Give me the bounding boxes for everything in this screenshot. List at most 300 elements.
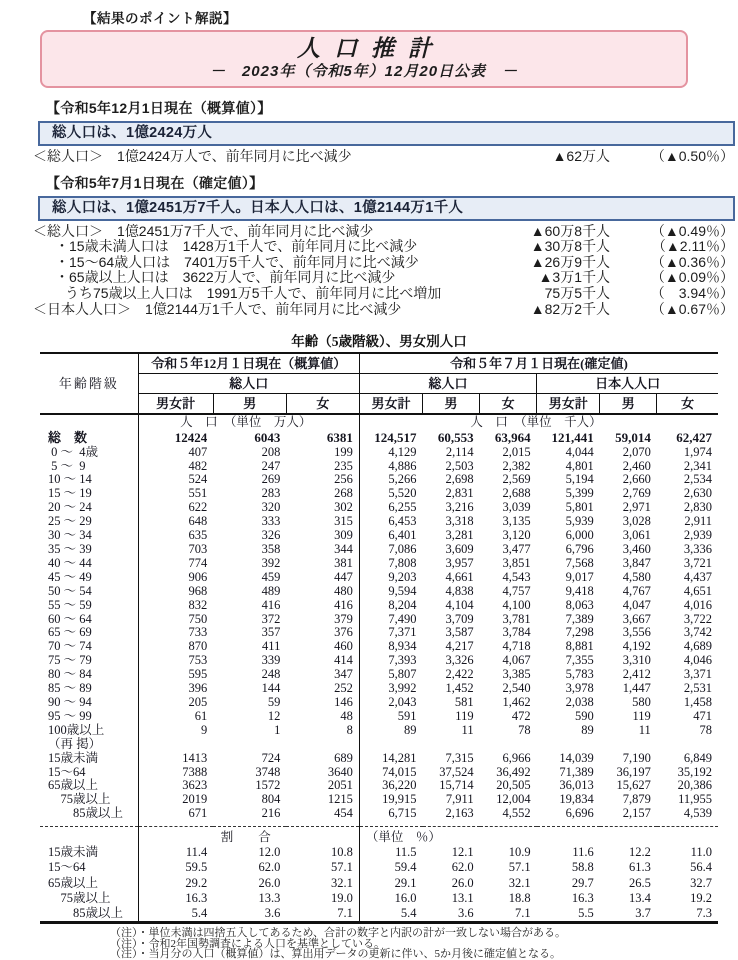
cell-value: 4,757 xyxy=(502,583,531,598)
cell-value: 3640 xyxy=(286,766,359,780)
cell-value: 8,204 xyxy=(388,597,417,612)
cell-value: 2,939 xyxy=(683,528,712,543)
cell-value: 2,540 xyxy=(502,681,531,696)
ratio-row-spacer xyxy=(40,827,138,846)
cell-value: 416 xyxy=(286,599,359,613)
cell-value: 4,718 xyxy=(502,639,531,654)
change-amount: ▲30万8千人 xyxy=(530,238,610,255)
footnote: （注）・令和2年国勢調査による人口を基準としている。 xyxy=(110,937,385,950)
cell-value: 2,569 xyxy=(502,472,531,487)
cell-value: 2,971 xyxy=(622,500,651,515)
cell-value: 5,194 xyxy=(565,472,594,487)
cell-value: 74,015 xyxy=(382,764,417,779)
cell-value: 12,004 xyxy=(496,792,531,807)
cell-value: 1572 xyxy=(255,778,281,793)
cell-value: 26.0 xyxy=(258,875,281,890)
cell-value: 4,016 xyxy=(683,597,712,612)
summary-line xyxy=(33,239,734,255)
cell-value: 36,492 xyxy=(496,764,531,779)
cell-value: 71,389 xyxy=(559,764,594,779)
cell-value: 482 xyxy=(188,458,208,473)
cell-value: 804 xyxy=(261,792,281,807)
cell-value: 7.1 xyxy=(286,906,359,923)
cell-value: 3,061 xyxy=(622,528,651,543)
cell-value: 580 xyxy=(632,694,651,709)
col-female: 女 xyxy=(480,394,537,415)
cell-value: 4,047 xyxy=(622,597,651,612)
cell-value: 269 xyxy=(261,472,281,487)
cell-value: 2,630 xyxy=(683,486,712,501)
cell-value: 2,038 xyxy=(565,694,594,709)
header-row-sex xyxy=(40,394,718,415)
cell-value: 471 xyxy=(693,708,712,723)
row-label: 35 ～ 39 xyxy=(40,543,138,557)
cell-value: 4,543 xyxy=(502,569,531,584)
section1-heading: 【令和5年12月1日現在（概算値）】 xyxy=(46,100,272,116)
table-row xyxy=(40,682,718,696)
cell-value: 35,192 xyxy=(677,764,712,779)
change-percent: （▲0.09％） xyxy=(650,269,734,286)
cell-value: 121,441 xyxy=(551,429,594,445)
cell-value: 6,000 xyxy=(565,528,594,543)
table-row xyxy=(40,906,718,923)
cell-value: 906 xyxy=(188,569,208,584)
cell-value: 524 xyxy=(188,472,208,487)
col-total-population-jul: 総人口 xyxy=(359,374,536,394)
cell-value xyxy=(138,738,213,752)
cell-value: 20,386 xyxy=(677,778,712,793)
cell-value: 3,326 xyxy=(445,653,474,668)
cell-value: 407 xyxy=(188,444,208,459)
cell-value: 12.1 xyxy=(451,845,474,860)
cell-value: 78 xyxy=(518,722,531,737)
table-row xyxy=(40,640,718,654)
cell-value: 4,661 xyxy=(445,569,474,584)
cell-value: 57.1 xyxy=(508,860,531,875)
cell-value: 3,281 xyxy=(445,528,474,543)
table-row xyxy=(40,752,718,766)
cell-value: 3.7 xyxy=(635,905,651,920)
row-label: 30 ～ 34 xyxy=(40,529,138,543)
table-row xyxy=(40,654,718,668)
table-row xyxy=(40,793,718,807)
cell-value: 283 xyxy=(261,486,281,501)
cell-value: 4,129 xyxy=(388,444,417,459)
cell-value: 6043 xyxy=(254,429,281,445)
row-label: 総 数 xyxy=(40,430,138,446)
cell-value: 5,939 xyxy=(565,514,594,529)
cell-value: 3,039 xyxy=(502,500,531,515)
cell-value: 59.5 xyxy=(185,860,208,875)
table-row xyxy=(40,696,718,710)
col-japanese-population: 日本人人口 xyxy=(537,374,718,394)
cell-value: 2,660 xyxy=(622,472,651,487)
table-row xyxy=(40,876,718,891)
cell-value: 14,039 xyxy=(559,750,594,765)
cell-value: 3623 xyxy=(182,778,208,793)
cell-value: 7,086 xyxy=(388,542,417,556)
cell-value: 5,783 xyxy=(565,667,594,682)
cell-value: 480 xyxy=(286,585,359,599)
cell-value: 2,531 xyxy=(683,681,712,696)
table-row xyxy=(40,557,718,571)
col-male: 男 xyxy=(213,394,286,415)
row-label: 45 ～ 49 xyxy=(40,571,138,585)
table-row xyxy=(40,845,718,860)
population-table xyxy=(40,352,718,924)
row-label: 60 ～ 64 xyxy=(40,613,138,627)
cell-value: 372 xyxy=(261,611,281,626)
cell-value: 13.3 xyxy=(258,890,281,905)
cell-value: 32.7 xyxy=(690,875,712,890)
cell-value: 724 xyxy=(261,750,281,765)
cell-value: 339 xyxy=(261,653,281,668)
cell-value: 411 xyxy=(262,639,281,654)
cell-value xyxy=(213,738,286,752)
cell-value: 1,452 xyxy=(445,681,474,696)
cell-value: 4,552 xyxy=(502,806,531,821)
cell-value: 8,063 xyxy=(565,597,594,612)
cell-value: 3,336 xyxy=(683,542,712,556)
cell-value: 247 xyxy=(261,458,281,473)
row-label: 75 ～ 79 xyxy=(40,654,138,668)
row-label: 85 ～ 89 xyxy=(40,682,138,696)
unit-label-left: 人 口 （単位 万人） xyxy=(138,414,359,430)
table-row xyxy=(40,860,718,875)
cell-value: 3,667 xyxy=(622,611,651,626)
header-row-period xyxy=(40,353,718,374)
cell-value: 7,808 xyxy=(388,555,417,570)
summary-line xyxy=(33,224,734,240)
col-total-population-dec: 総人口 xyxy=(138,374,359,394)
row-label: 5 ～ 9 xyxy=(40,460,138,474)
cell-value: 381 xyxy=(286,557,359,571)
summary-text: ・15歳未満人口は 1428万1千人で、前年同月に比べ減少 xyxy=(55,238,418,255)
cell-value: 62,427 xyxy=(676,429,712,445)
cell-value: 6,401 xyxy=(388,528,417,543)
row-label: 80 ～ 84 xyxy=(40,668,138,682)
cell-value: 10.9 xyxy=(508,845,531,860)
change-amount: ▲26万9千人 xyxy=(530,253,610,270)
cell-value xyxy=(423,738,480,752)
page-subtitle: － 2023年（令和5年）12月20日公表 － xyxy=(209,63,519,80)
section2-heading: 【令和5年7月1日現在（確定値）】 xyxy=(46,174,264,191)
cell-value: 4,689 xyxy=(683,639,712,654)
cell-value: 870 xyxy=(188,639,208,654)
cell-value: 315 xyxy=(286,515,359,529)
cell-value: 15,714 xyxy=(439,778,474,793)
cell-value: 3,371 xyxy=(683,667,712,682)
cell-value: 62.0 xyxy=(451,860,474,875)
cell-value: 1,462 xyxy=(502,694,531,709)
cell-value: 18.8 xyxy=(508,890,531,905)
cell-value: 648 xyxy=(188,514,208,529)
row-label: 75歳以上 xyxy=(40,793,138,807)
cell-value: 3,477 xyxy=(502,542,531,556)
cell-value: 9 xyxy=(200,722,208,737)
table-row xyxy=(40,807,718,826)
cell-value: 32.1 xyxy=(286,876,359,891)
cell-value: 2,831 xyxy=(445,486,474,501)
cell-value: 19.2 xyxy=(690,890,712,905)
cell-value: 12 xyxy=(267,708,281,723)
row-label: 15～64 xyxy=(40,860,138,875)
cell-value: 3,781 xyxy=(502,611,531,626)
cell-value xyxy=(600,738,657,752)
cell-value: 36,197 xyxy=(616,764,651,779)
title-box xyxy=(40,30,688,88)
change-percent: （▲0.49％） xyxy=(650,222,734,239)
cell-value: 7,393 xyxy=(388,653,417,668)
cell-value: 5,801 xyxy=(565,500,594,515)
cell-value: 48 xyxy=(286,710,359,724)
cell-value: 396 xyxy=(188,681,208,696)
cell-value: 61 xyxy=(194,708,208,723)
cell-value: 622 xyxy=(188,500,208,515)
cell-value: 472 xyxy=(511,708,531,723)
table-row xyxy=(40,460,718,474)
change-amount: ▲3万1千人 xyxy=(538,269,610,286)
cell-value: 7,490 xyxy=(388,611,417,626)
summary-line xyxy=(33,302,734,318)
cell-value: 5.4 xyxy=(191,905,208,920)
cell-value: 774 xyxy=(188,555,208,570)
table-row xyxy=(40,571,718,585)
row-label: 10 ～ 14 xyxy=(40,473,138,487)
table-row xyxy=(40,599,718,613)
cell-value: 19,915 xyxy=(382,792,417,807)
cell-value: 2019 xyxy=(182,792,208,807)
cell-value: 4,192 xyxy=(622,639,651,654)
cell-value: 3,120 xyxy=(502,528,531,543)
document-page xyxy=(0,7,738,960)
count-rows xyxy=(40,414,718,826)
cell-value: 750 xyxy=(188,611,208,626)
cell-value xyxy=(359,738,422,752)
cell-value: 3,742 xyxy=(683,625,712,640)
cell-value: 146 xyxy=(286,696,359,710)
ratio-rows xyxy=(40,827,718,923)
cell-value: 344 xyxy=(286,543,359,557)
cell-value: 56.4 xyxy=(690,860,712,875)
table-row xyxy=(40,487,718,501)
table-row xyxy=(40,613,718,627)
cell-value: 7,568 xyxy=(565,555,594,570)
cell-value xyxy=(657,738,718,752)
cell-value: 11.6 xyxy=(572,845,594,860)
cell-value: 6381 xyxy=(286,430,359,446)
footnotes xyxy=(110,928,738,960)
table-row xyxy=(40,446,718,460)
change-amount: ▲82万2千人 xyxy=(530,300,610,317)
row-label: 85歳以上 xyxy=(40,807,138,826)
cell-value: 4,539 xyxy=(683,806,712,821)
cell-value: 3,721 xyxy=(683,555,712,570)
cell-value: 2051 xyxy=(286,779,359,793)
table-row xyxy=(40,891,718,906)
cell-value: 11,955 xyxy=(678,792,712,807)
cell-value: 12.0 xyxy=(258,845,281,860)
cell-value: 2,534 xyxy=(683,472,712,487)
cell-value: 119 xyxy=(455,708,474,723)
col-both-sexes: 男女計 xyxy=(138,394,213,415)
cell-value: 4,437 xyxy=(683,569,712,584)
cell-value: 36,220 xyxy=(382,778,417,793)
row-label: 70 ～ 74 xyxy=(40,640,138,654)
cell-value: 7,911 xyxy=(445,792,474,807)
cell-value: 13.1 xyxy=(451,890,474,905)
cell-value: 7,389 xyxy=(565,611,594,626)
cell-value: 29.2 xyxy=(185,875,208,890)
cell-value: 14,281 xyxy=(382,750,417,765)
cell-value: 3,587 xyxy=(445,625,474,640)
cell-value: 19,834 xyxy=(559,792,594,807)
cell-value: 2,412 xyxy=(622,667,651,682)
row-label: 65歳以上 xyxy=(40,779,138,793)
cell-value: 392 xyxy=(261,555,281,570)
cell-value: 119 xyxy=(632,708,651,723)
row-label: 15 ～ 19 xyxy=(40,487,138,501)
table-row xyxy=(40,779,718,793)
cell-value: 1,447 xyxy=(622,681,651,696)
cell-value: 5,807 xyxy=(388,667,417,682)
cell-value: 2,698 xyxy=(445,472,474,487)
cell-value: 2,422 xyxy=(445,667,474,682)
cell-value: 3,847 xyxy=(622,555,651,570)
cell-value: 29.1 xyxy=(394,875,417,890)
summary-text: ＜日本人人口＞ 1億2144万1千人で、前年同月に比べ減少 xyxy=(33,300,402,317)
col-age-class: 年齢階級 xyxy=(40,353,138,414)
cell-value: 5,399 xyxy=(565,486,594,501)
col-group-december: 令和５年12月１日現在（概算値） xyxy=(138,353,359,374)
cell-value: 6,796 xyxy=(565,542,594,556)
table-row xyxy=(40,515,718,529)
footnote: （注）・単位未満は四捨五入してあるため、合計の数字と内訳の計が一致しない場合がある。 xyxy=(110,927,567,940)
ratio-header-row xyxy=(40,827,718,846)
header-row-population-type xyxy=(40,374,718,394)
cell-value: 12424 xyxy=(174,429,208,445)
row-label: 100歳以上 xyxy=(40,724,138,738)
cell-value: 6,849 xyxy=(683,750,712,765)
change-percent: （▲0.36％） xyxy=(650,253,734,270)
row-label: 20 ～ 24 xyxy=(40,501,138,515)
cell-value: 78 xyxy=(699,722,712,737)
cell-value: 460 xyxy=(286,640,359,654)
cell-value: 3,318 xyxy=(445,514,474,529)
cell-value: 3,957 xyxy=(445,555,474,570)
cell-value: 2,382 xyxy=(502,458,531,473)
summary-line xyxy=(33,286,734,302)
cell-value: 1 xyxy=(274,722,281,737)
col-both-sexes: 男女計 xyxy=(537,394,600,415)
cell-value: 16.3 xyxy=(571,890,594,905)
table-row xyxy=(40,710,718,724)
cell-value: 16.0 xyxy=(394,890,417,905)
cell-value: 8,881 xyxy=(565,639,594,654)
cell-value: 3,709 xyxy=(445,611,474,626)
cell-value: 591 xyxy=(397,708,417,723)
row-label: 95 ～ 99 xyxy=(40,710,138,724)
cell-value: 2,015 xyxy=(502,444,531,459)
cell-value: 7388 xyxy=(182,764,208,779)
cell-value: 199 xyxy=(286,446,359,460)
cell-value: 7.1 xyxy=(515,905,531,920)
cell-value: 489 xyxy=(261,583,281,598)
cell-value: 6,966 xyxy=(502,750,531,765)
table-row xyxy=(40,430,718,446)
cell-value: 1,458 xyxy=(683,694,712,709)
cell-value: 32.1 xyxy=(508,875,531,890)
change-amount: 75万5千人 xyxy=(544,284,610,301)
cell-value: 9,418 xyxy=(565,583,594,598)
cell-value: 4,580 xyxy=(622,569,651,584)
cell-value: 1,974 xyxy=(683,444,712,459)
cell-value: 2,114 xyxy=(445,444,474,459)
section1-lines xyxy=(33,149,734,165)
table-row xyxy=(40,668,718,682)
unit-label-right: 人 口 （単位 千人） xyxy=(470,415,602,430)
cell-value: 4,067 xyxy=(502,653,531,668)
cell-value: 2,460 xyxy=(622,458,651,473)
change-percent: （▲0.67％） xyxy=(650,300,734,317)
row-label: 40 ～ 44 xyxy=(40,557,138,571)
cell-value: 89 xyxy=(581,722,594,737)
cell-value: 7,879 xyxy=(622,792,651,807)
cell-value: 60,553 xyxy=(437,429,474,445)
row-label: 0 ～ 4歳 xyxy=(40,446,138,460)
cell-value: 2,911 xyxy=(684,514,712,529)
cell-value: 9,203 xyxy=(388,569,417,584)
cell-value: 2,157 xyxy=(622,806,651,821)
table-row xyxy=(40,473,718,487)
cell-value: 551 xyxy=(188,486,208,501)
cell-value: 968 xyxy=(188,583,208,598)
row-label: 15歳未満 xyxy=(40,752,138,766)
cell-value: 414 xyxy=(286,654,359,668)
cell-value: 447 xyxy=(286,571,359,585)
change-percent: （ 3.94％） xyxy=(650,284,734,301)
cell-value: 2,503 xyxy=(445,458,474,473)
cell-value: 37,524 xyxy=(439,764,474,779)
cell-value: 59 xyxy=(267,694,281,709)
row-label: 85歳以上 xyxy=(40,906,138,923)
cell-value: 8,934 xyxy=(388,639,417,654)
cell-value: 4,217 xyxy=(445,639,474,654)
footnote: （注）・当月分の人口（概算値）は、算出用データの更新に伴い、5か月後に確定値となる。 xyxy=(110,948,561,960)
cell-value: 4,801 xyxy=(565,458,594,473)
cell-value: 3,556 xyxy=(622,625,651,640)
cell-value: 63,964 xyxy=(494,429,531,445)
table-row xyxy=(40,766,718,780)
cell-value: 4,886 xyxy=(388,458,417,473)
cell-value: 208 xyxy=(261,444,281,459)
section2-lines xyxy=(33,224,734,318)
cell-value: 4,838 xyxy=(445,583,474,598)
cell-value: 3.6 xyxy=(264,905,281,920)
cell-value: 459 xyxy=(261,569,281,584)
cell-value: 59,014 xyxy=(615,429,651,445)
cell-value: 703 xyxy=(188,542,208,556)
cell-value: 326 xyxy=(261,528,281,543)
ratio-label-left: 割 合 xyxy=(138,827,359,846)
table-row xyxy=(40,501,718,515)
cell-value: 252 xyxy=(286,682,359,696)
cell-value: 3,135 xyxy=(502,514,531,529)
unit-row xyxy=(40,414,718,430)
cell-value: 7,315 xyxy=(445,750,474,765)
cell-value: 753 xyxy=(188,653,208,668)
cell-value: 7,298 xyxy=(565,625,594,640)
